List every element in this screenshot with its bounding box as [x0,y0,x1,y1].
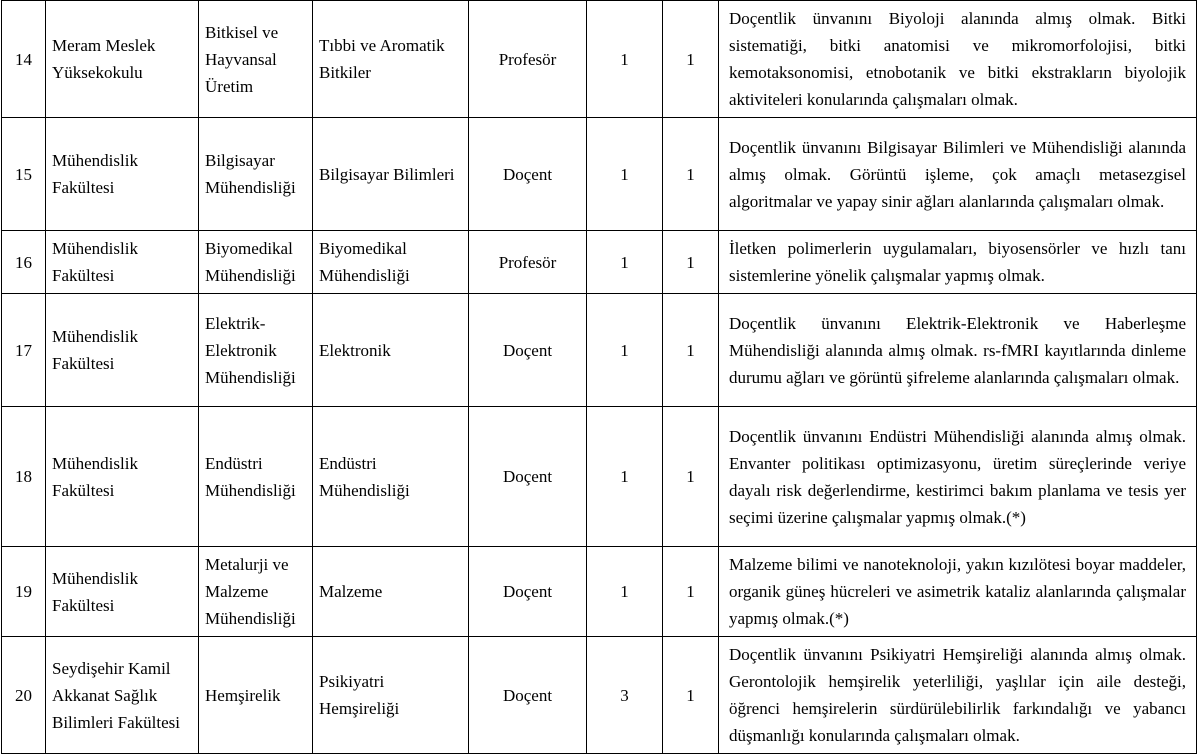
division-cell: Elektronik [313,294,469,407]
faculty-cell: Mühendislik Fakültesi [46,407,199,547]
table-row [2,118,1197,231]
division-cell: Tıbbi ve Aromatik Bitkiler [313,1,469,118]
table-row [2,407,1197,547]
faculty-cell: Mühendislik Fakültesi [46,231,199,294]
requirements-cell: Doçentlik ünvanını Psikiyatri Hemşireliği alanında almış olmak. Gerontolojik hemşirelik yeterliliği, yaşlılar için aile desteği, öğrenci hemşirelerin sürdürülebilirlik farkındalığı ve yabancı düşmanlığı konularında çalışmaları olmak. [719,637,1197,754]
department-cell: Biyomedikal Mühendisliği [199,231,313,294]
department-cell: Endüstri Mühendisliği [199,407,313,547]
degree-cell: 3 [587,637,663,754]
requirements-cell: Malzeme bilimi ve nanoteknoloji, yakın kızılötesi boyar maddeler, organik güneş hücreleri ve asimetrik kataliz alanlarında çalışmalar yapmış olmak.(*) [719,547,1197,637]
title-cell: Doçent [469,637,587,754]
degree-cell: 1 [587,118,663,231]
title-cell: Profesör [469,231,587,294]
position-table [1,0,1197,754]
count-cell: 1 [663,118,719,231]
title-cell: Profesör [469,1,587,118]
department-cell: Hemşirelik [199,637,313,754]
count-cell: 1 [663,294,719,407]
faculty-cell: Mühendislik Fakültesi [46,547,199,637]
title-cell: Doçent [469,294,587,407]
table-row [2,1,1197,118]
degree-cell: 1 [587,407,663,547]
count-cell: 1 [663,547,719,637]
table-row [2,637,1197,754]
faculty-cell: Seydişehir Kamil Akkanat Sağlık Bilimleri Fakültesi [46,637,199,754]
count-cell: 1 [663,637,719,754]
count-cell: 1 [663,407,719,547]
row-number: 15 [2,118,46,231]
division-cell: Bilgisayar Bilimleri [313,118,469,231]
row-number: 14 [2,1,46,118]
requirements-cell: Doçentlik ünvanını Biyoloji alanında almış olmak. Bitki sistematiği, bitki anatomisi ve mikromorfolojisi, bitki kemotaksonomisi, etnobotanik ve bitki ekstrakların biyolojik aktiviteleri konularında çalışmaları olmak. [719,1,1197,118]
table-row [2,547,1197,637]
requirements-cell: Doçentlik ünvanını Bilgisayar Bilimleri ve Mühendisliği alanında almış olmak. Görüntü işleme, çok amaçlı metasezgisel algoritmalar ve yapay sinir ağları alanlarında çalışmaları olmak. [719,118,1197,231]
division-cell: Biyomedikal Mühendisliği [313,231,469,294]
count-cell: 1 [663,231,719,294]
division-cell: Psikiyatri Hemşireliği [313,637,469,754]
department-cell: Bitkisel ve Hayvansal Üretim [199,1,313,118]
degree-cell: 1 [587,547,663,637]
row-number: 17 [2,294,46,407]
division-cell: Malzeme [313,547,469,637]
division-cell: Endüstri Mühendisliği [313,407,469,547]
faculty-cell: Meram Meslek Yüksekokulu [46,1,199,118]
department-cell: Bilgisayar Mühendisliği [199,118,313,231]
requirements-cell: İletken polimerlerin uygulamaları, biyosensörler ve hızlı tanı sistemlerine yönelik çalışmalar yapmış olmak. [719,231,1197,294]
table-row [2,294,1197,407]
count-cell: 1 [663,1,719,118]
requirements-cell: Doçentlik ünvanını Endüstri Mühendisliği alanında almış olmak. Envanter politikası optimizasyonu, üretim süreçlerinde veriye dayalı risk değerlendirme, kestirimci bakım planlama ve tesis yer seçimi üzerine çalışmalar yapmış olmak.(*) [719,407,1197,547]
degree-cell: 1 [587,231,663,294]
row-number: 18 [2,407,46,547]
department-cell: Elektrik-Elektronik Mühendisliği [199,294,313,407]
faculty-cell: Mühendislik Fakültesi [46,294,199,407]
row-number: 20 [2,637,46,754]
title-cell: Doçent [469,407,587,547]
table-row [2,231,1197,294]
title-cell: Doçent [469,118,587,231]
department-cell: Metalurji ve Malzeme Mühendisliği [199,547,313,637]
degree-cell: 1 [587,294,663,407]
row-number: 19 [2,547,46,637]
row-number: 16 [2,231,46,294]
faculty-cell: Mühendislik Fakültesi [46,118,199,231]
requirements-cell: Doçentlik ünvanını Elektrik-Elektronik ve Haberleşme Mühendisliği alanında almış olmak. rs-fMRI kayıtlarında dinleme durumu ağları ve görüntü şifreleme alanlarında çalışmaları olmak. [719,294,1197,407]
title-cell: Doçent [469,547,587,637]
degree-cell: 1 [587,1,663,118]
